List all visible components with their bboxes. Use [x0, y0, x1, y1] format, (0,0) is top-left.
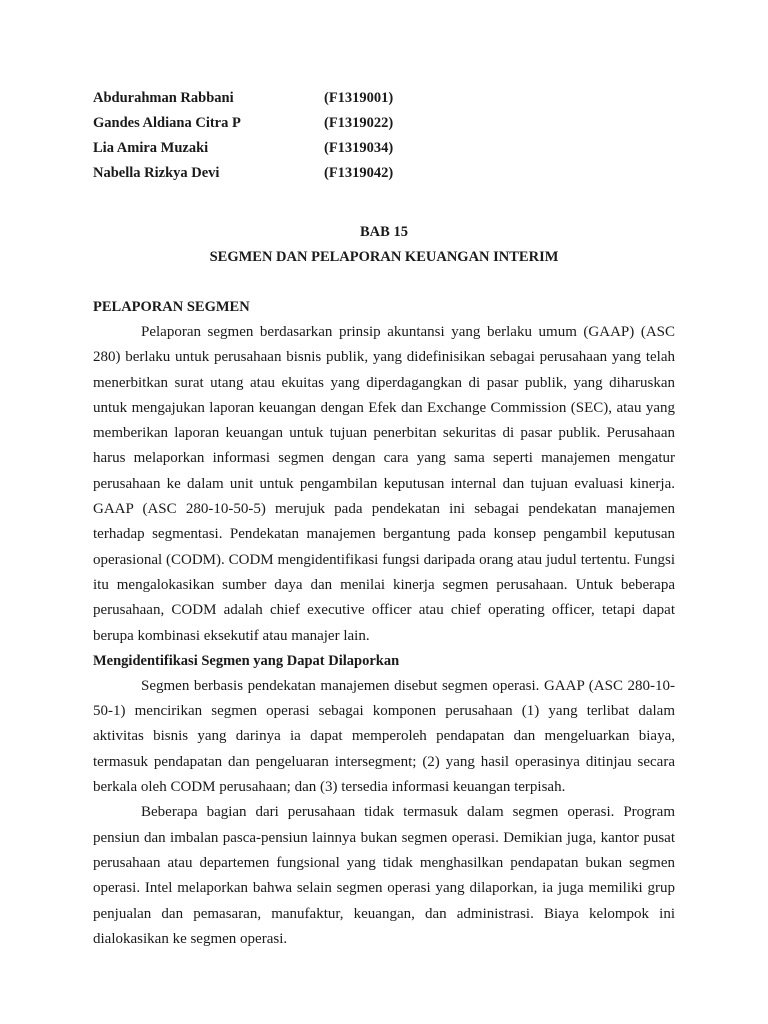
- author-row: [93, 136, 675, 161]
- author-row: [93, 111, 675, 136]
- author-row: [93, 86, 675, 111]
- sub-heading-mengidentifikasi-segmen: Mengidentifikasi Segmen yang Dapat Dilaporkan: [93, 652, 400, 669]
- document-page: [93, 86, 675, 952]
- author-name: Nabella Rizkya Devi: [93, 165, 220, 181]
- chapter-number: BAB 15: [360, 224, 408, 240]
- author-id: (F1319034): [324, 140, 394, 156]
- author-name: Abdurahman Rabbani: [93, 90, 234, 106]
- body-paragraph: Beberapa bagian dari perusahaan tidak termasuk dalam segmen operasi. Program pensiun dan imbalan pasca-pensiun lainnya bukan segmen operasi. Demikian juga, kantor pusat perusahaan atau departemen fungsional yang tidak menghasilkan pendapatan bukan segmen operasi. Intel melaporkan bahwa selain segmen operasi yang dilaporkan, ia juga memiliki grup penjualan dan pemasaran, manufaktur, keuangan, dan administrasi. Biaya kelompok ini dialokasikan ke segmen operasi.: [93, 804, 675, 947]
- author-id: (F1319022): [324, 115, 394, 131]
- author-name: Lia Amira Muzaki: [93, 140, 209, 156]
- author-id: (F1319042): [324, 165, 394, 181]
- chapter-title: SEGMEN DAN PELAPORAN KEUANGAN INTERIM: [209, 249, 559, 265]
- author-id: (F1319001): [324, 90, 394, 106]
- author-name: Gandes Aldiana Citra P: [93, 115, 241, 131]
- author-row: [93, 161, 675, 186]
- section-heading-pelaporan-segmen: PELAPORAN SEGMEN: [93, 299, 250, 315]
- author-list: [93, 86, 675, 186]
- body-paragraph: Segmen berbasis pendekatan manajemen disebut segmen operasi. GAAP (ASC 280-10-50-1) mencirikan segmen operasi sebagai komponen perusahaan (1) yang terlibat dalam aktivitas bisnis yang darinya ia dapat memperoleh pendapatan dan mengeluarkan biaya, termasuk pendapatan dan pengeluaran intersegment; (2) yang hasil operasinya ditinjau secara berkala oleh CODM perusahaan; dan (3) tersedia informasi keuangan terpisah.: [93, 677, 675, 796]
- body-paragraph: Pelaporan segmen berdasarkan prinsip akuntansi yang berlaku umum (GAAP) (ASC 280) berlaku untuk perusahaan bisnis publik, yang didefinisikan sebagai perusahaan yang telah menerbitkan surat utang atau ekuitas yang diperdagangkan di pasar publik, yang diharuskan untuk mengajukan laporan keuangan dengan Efek dan Exchange Commission (SEC), atau yang memberikan laporan keuangan untuk tujuan penerbitan sekuritas di pasar publik. Perusahaan harus melaporkan informasi segmen dengan cara yang sama seperti manajemen mengatur perusahaan ke dalam unit untuk pengambilan keputusan internal dan tujuan evaluasi kinerja. GAAP (ASC 280-10-50-5) merujuk pada pendekatan ini sebagai pendekatan manajemen terhadap segmentasi. Pendekatan manajemen bergantung pada konsep pengambil keputusan operasional (CODM). CODM mengidentifikasi fungsi daripada orang atau judul tertentu. Fungsi itu mengalokasikan sumber daya dan menilai kinerja segmen perusahaan. Untuk beberapa perusahaan, CODM adalah chief executive officer atau chief operating officer, tetapi dapat berupa kombinasi eksekutif atau manajer lain.: [93, 324, 675, 644]
